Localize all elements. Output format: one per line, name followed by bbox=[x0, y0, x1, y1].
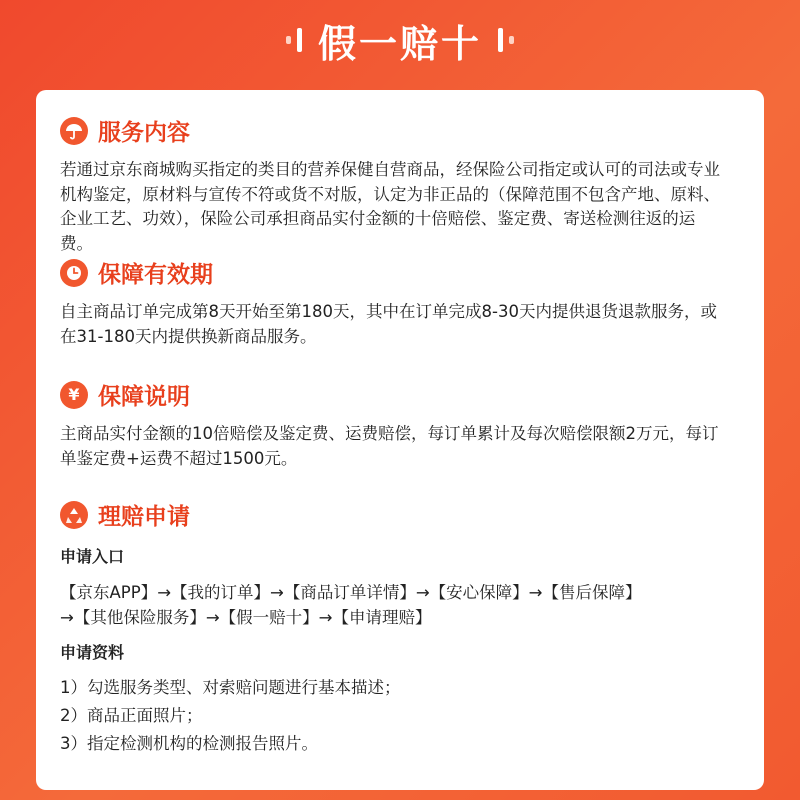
list-item: 1）勾选服务类型、对索赔问题进行基本描述； bbox=[60, 678, 401, 697]
claim-materials-label: 申请资料 bbox=[60, 643, 125, 662]
content-card bbox=[36, 90, 764, 790]
clock-icon bbox=[60, 259, 88, 287]
section-title-note: 保障说明 bbox=[98, 384, 190, 410]
section-header-claim bbox=[60, 498, 190, 531]
recycle-icon bbox=[60, 501, 88, 529]
arrow-icon: → bbox=[60, 608, 74, 627]
step-after-sales[interactable]: 【售后保障】 bbox=[542, 583, 642, 602]
header-decoration-left bbox=[286, 28, 302, 52]
step-apply-claim[interactable]: 【申请理赔】 bbox=[332, 608, 432, 627]
claim-entry-label: 申请入口 bbox=[60, 547, 125, 566]
section-body-note: 主商品实付金额的10倍赔偿及鉴定费、运费赔偿，每订单累计及每次赔偿限额2万元，每订单鉴定费+运费不超过1500元。 bbox=[60, 424, 719, 468]
step-fake-one-pay-ten[interactable]: 【假一赔十】 bbox=[219, 608, 319, 627]
section-title-claim: 理赔申请 bbox=[98, 504, 190, 530]
step-anxin-protection[interactable]: 【安心保障】 bbox=[429, 583, 529, 602]
page-header bbox=[0, 10, 800, 70]
claim-entry-path bbox=[60, 580, 730, 630]
step-order-details[interactable]: 【商品订单详情】 bbox=[283, 583, 416, 602]
step-other-insurance[interactable]: 【其他保险服务】 bbox=[73, 608, 206, 627]
yuan-icon: ¥ bbox=[60, 381, 88, 409]
umbrella-icon bbox=[60, 117, 88, 145]
step-jd-app[interactable]: 【京东APP】 bbox=[60, 583, 158, 602]
section-body-period: 自主商品订单完成第8天开始至第180天，其中在订单完成8-30天内提供退货退款服务，或在31-180天内提供换新商品服务。 bbox=[60, 302, 717, 346]
section-header-service bbox=[60, 114, 190, 147]
list-item: 2）商品正面照片； bbox=[60, 706, 203, 725]
section-title-service: 服务内容 bbox=[98, 120, 190, 146]
section-title-period: 保障有效期 bbox=[98, 262, 213, 288]
arrow-icon: → bbox=[415, 583, 430, 602]
claim-materials-list bbox=[60, 674, 720, 758]
section-body-service: 若通过京东商城购买指定的类目的营养保健自营商品，经保险公司指定或认可的司法或专业机构鉴定，原材料与宣传不符或货不对版，认定为非正品的（保障范围不包含产地、原料、企业工艺、功效），保险公司承担商品实付金额的十倍赔偿、鉴定费、寄送检测往返的运费。 bbox=[60, 160, 720, 253]
header-decoration-right bbox=[498, 28, 514, 52]
arrow-icon: → bbox=[157, 583, 172, 602]
arrow-icon: → bbox=[270, 583, 284, 602]
arrow-icon: → bbox=[528, 583, 543, 602]
arrow-icon: → bbox=[205, 608, 220, 627]
step-my-orders[interactable]: 【我的订单】 bbox=[171, 583, 271, 602]
page-title: 假一赔十 bbox=[317, 21, 482, 66]
list-item: 3）指定检测机构的检测报告照片。 bbox=[60, 734, 318, 753]
arrow-icon: → bbox=[318, 608, 333, 627]
section-header-period bbox=[60, 256, 213, 289]
section-header-note bbox=[60, 378, 190, 411]
